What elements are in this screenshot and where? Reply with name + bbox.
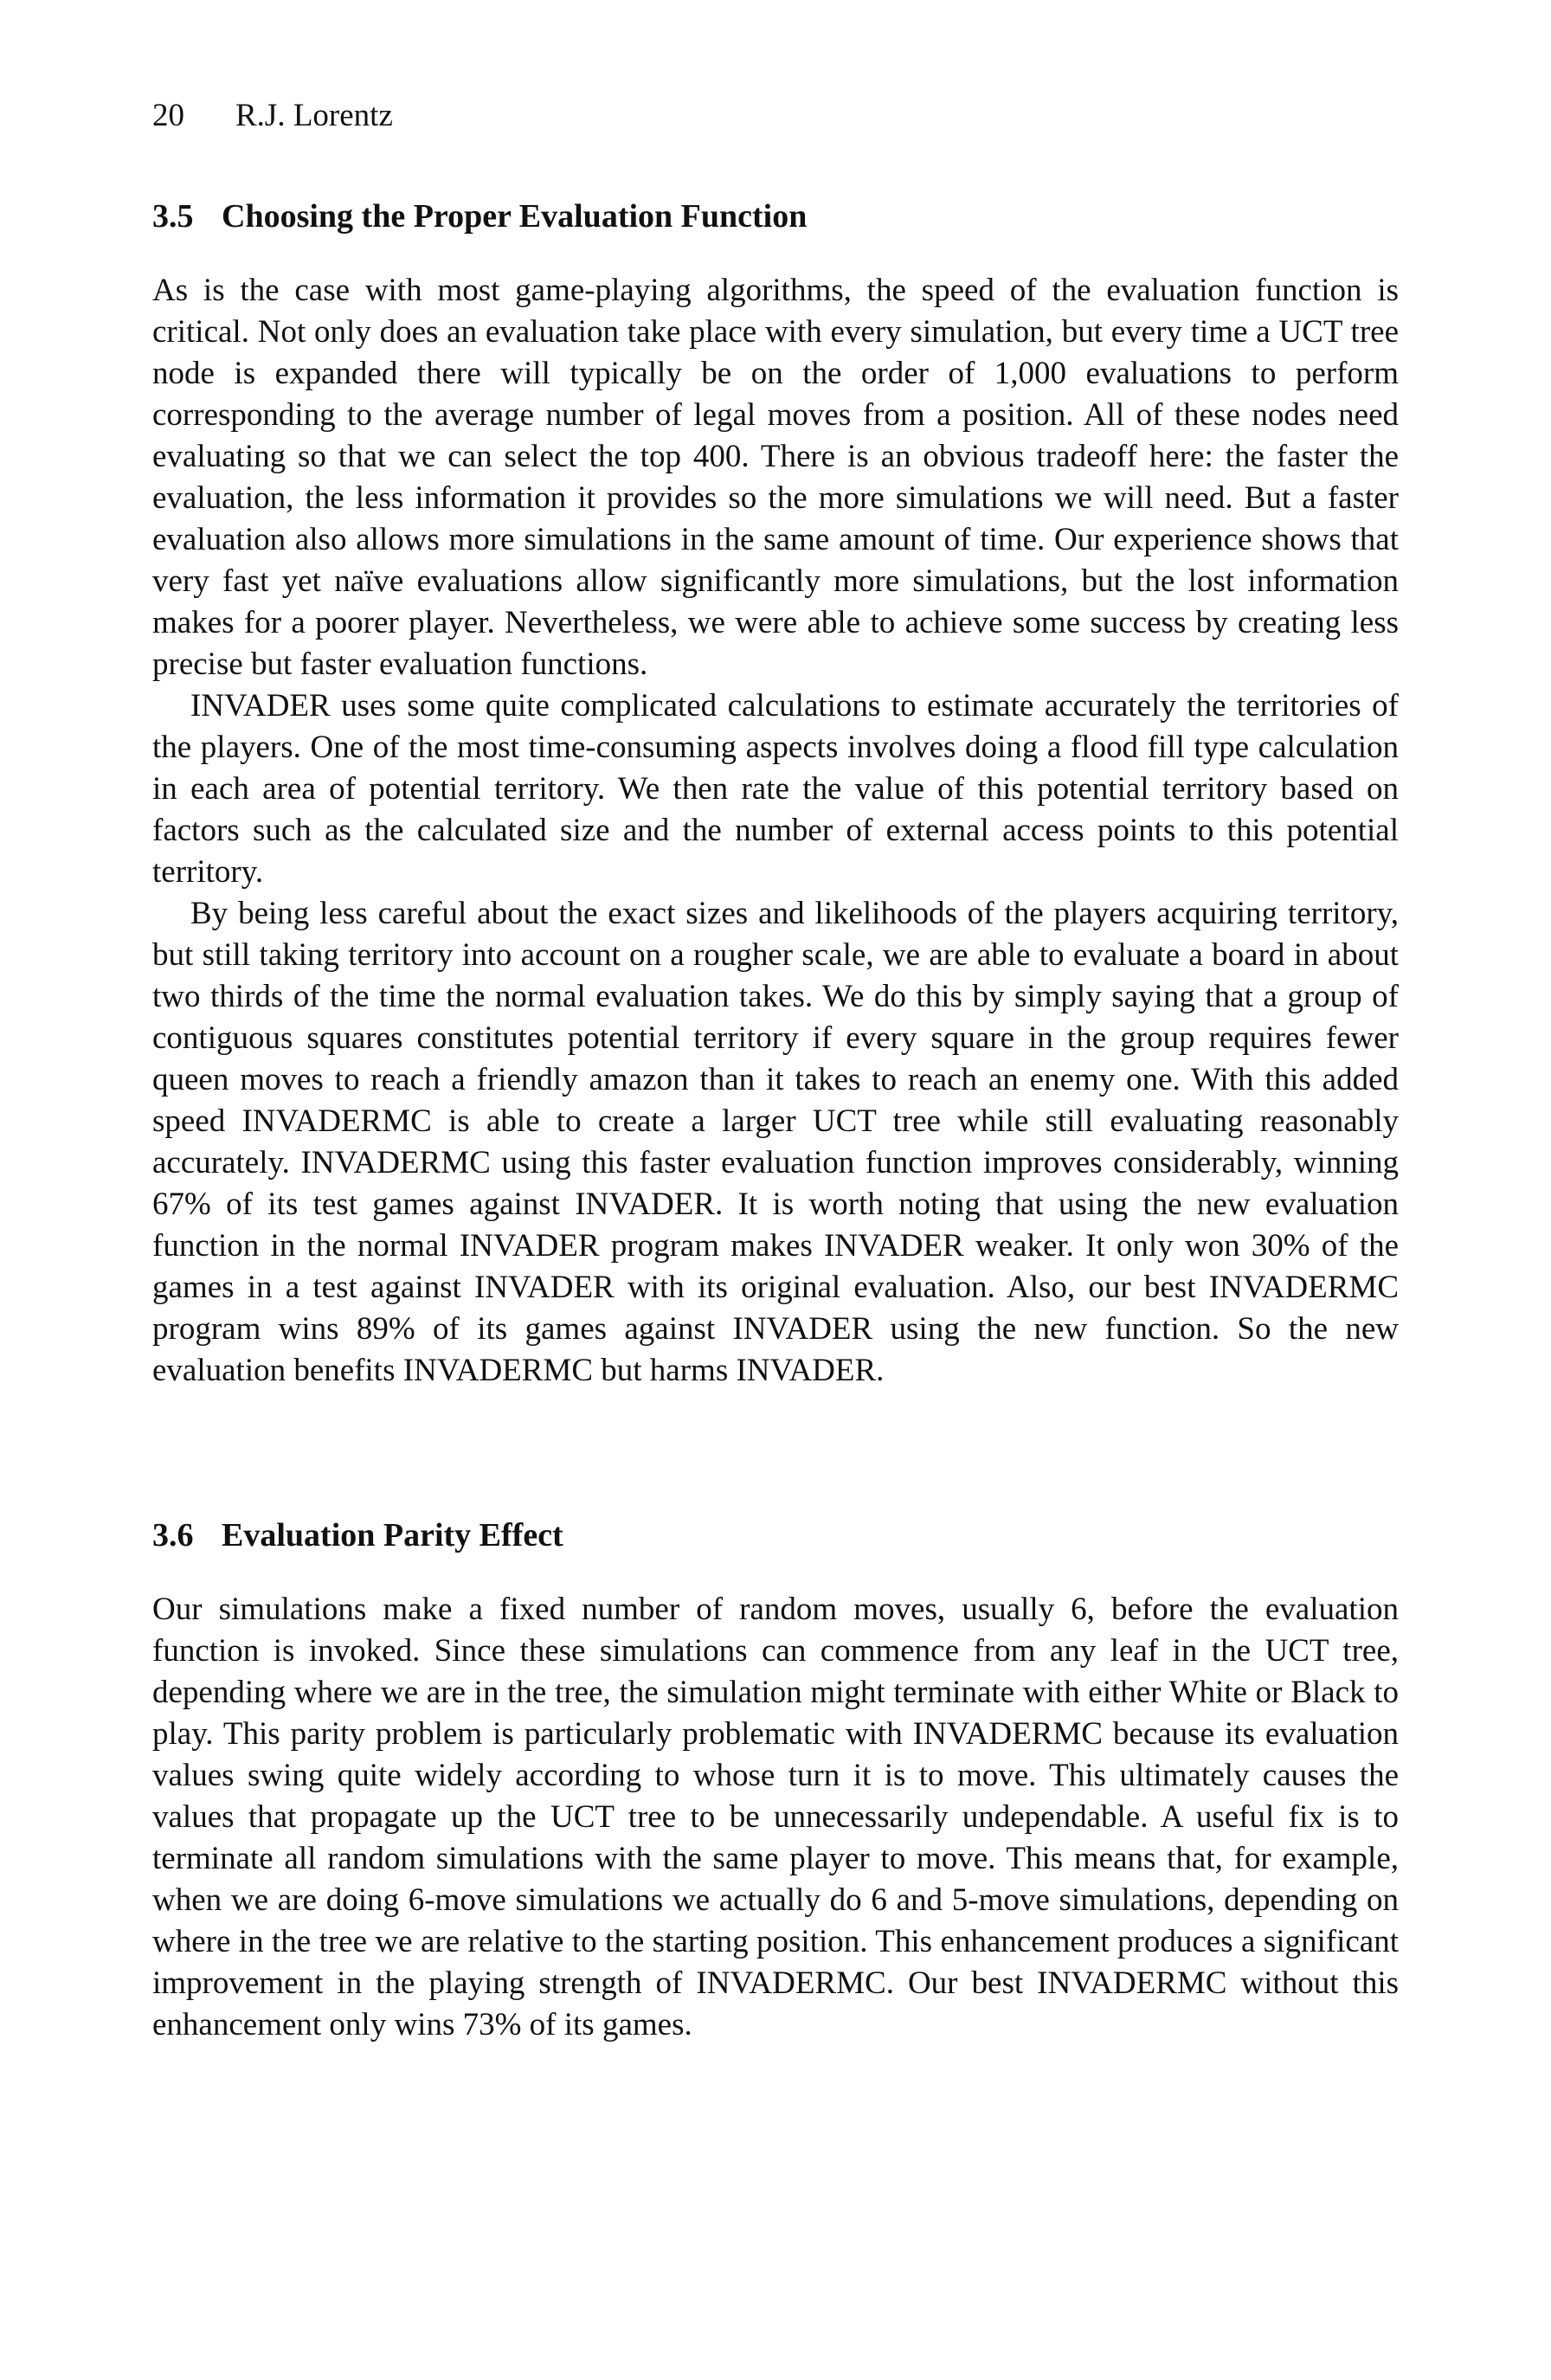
section-3-6-body <box>152 1589 1399 2046</box>
section-title: Choosing the Proper Evaluation Function <box>222 198 808 235</box>
section-3-5-body <box>152 270 1399 1392</box>
paragraph: As is the case with most game-playing algorithms, the speed of the evaluation function is critical. Not only does an evaluation take place with every simulation, but every time a UCT tree node is expanded there will typically be on the order of 1,000 evaluations to perform corresponding to the average number of legal moves from a position. All of these nodes need evaluating so that we can select the top 400. There is an obvious tradeoff here: the faster the evaluation, the less information it provides so the more simulations we will need. But a faster evaluation also allows more simulations in the same amount of time. Our experience shows that very fast yet naïve evaluations allow significantly more simulations, but the lost information makes for a poorer player. Nevertheless, we were able to achieve some success by creating less precise but faster evaluation functions. <box>152 273 1399 682</box>
section-title: Evaluation Parity Effect <box>222 1517 563 1553</box>
section-number: 3.6 <box>152 1517 194 1553</box>
section-heading-3-5 <box>152 196 1399 237</box>
paragraph: By being less careful about the exact sizes and likelihoods of the players acquiring territory, but still taking territory into account on a rougher scale, we are able to evaluate a board in about two thirds of the time the normal evaluation takes. We do this by simply saying that a group of contiguous squares constitutes potential territory if every square in the group requires fewer queen moves to reach a friendly amazon than it takes to reach an enemy one. With this added speed INVADERMC is able to create a larger UCT tree while still evaluating reasonably accurately. INVADERMC using this faster evaluation function improves considerably, winning 67% of its test games against INVADER. It is worth noting that using the new evaluation function in the normal INVADER program makes INVADER weaker. It only won 30% of the games in a test against INVADER with its original evaluation. Also, our best INVADERMC program wins 89% of its games against INVADER using the new function. So the new evaluation benefits INVADERMC but harms INVADER. <box>152 896 1399 1388</box>
running-head-author: R.J. Lorentz <box>235 98 393 133</box>
section-number: 3.5 <box>152 198 194 235</box>
running-head <box>152 97 393 135</box>
page-number: 20 <box>152 98 184 133</box>
paragraph: Our simulations make a fixed number of random moves, usually 6, before the evaluation function is invoked. Since these simulations can commence from any leaf in the UCT tree, depending where we are in the tree, the simulation might terminate with either White or Black to play. This parity problem is particularly problematic with INVADERMC because its evaluation values swing quite widely according to whose turn it is to move. This ultimately causes the values that propagate up the UCT tree to be unnecessarily undependable. A useful fix is to terminate all random simulations with the same player to move. This means that, for example, when we are doing 6-move simulations we actually do 6 and 5-move simulations, depending on where in the tree we are relative to the starting position. This enhancement produces a significant improvement in the playing strength of INVADERMC. Our best INVADERMC without this enhancement only wins 73% of its games. <box>152 1592 1399 2042</box>
paragraph: INVADER uses some quite complicated calculations to estimate accurately the territories of the players. One of the most time-consuming aspects involves doing a flood fill type calculation in each area of potential territory. We then rate the value of this potential territory based on factors such as the calculated size and the number of external access points to this potential territory. <box>152 688 1399 890</box>
section-heading-3-6 <box>152 1515 1399 1556</box>
